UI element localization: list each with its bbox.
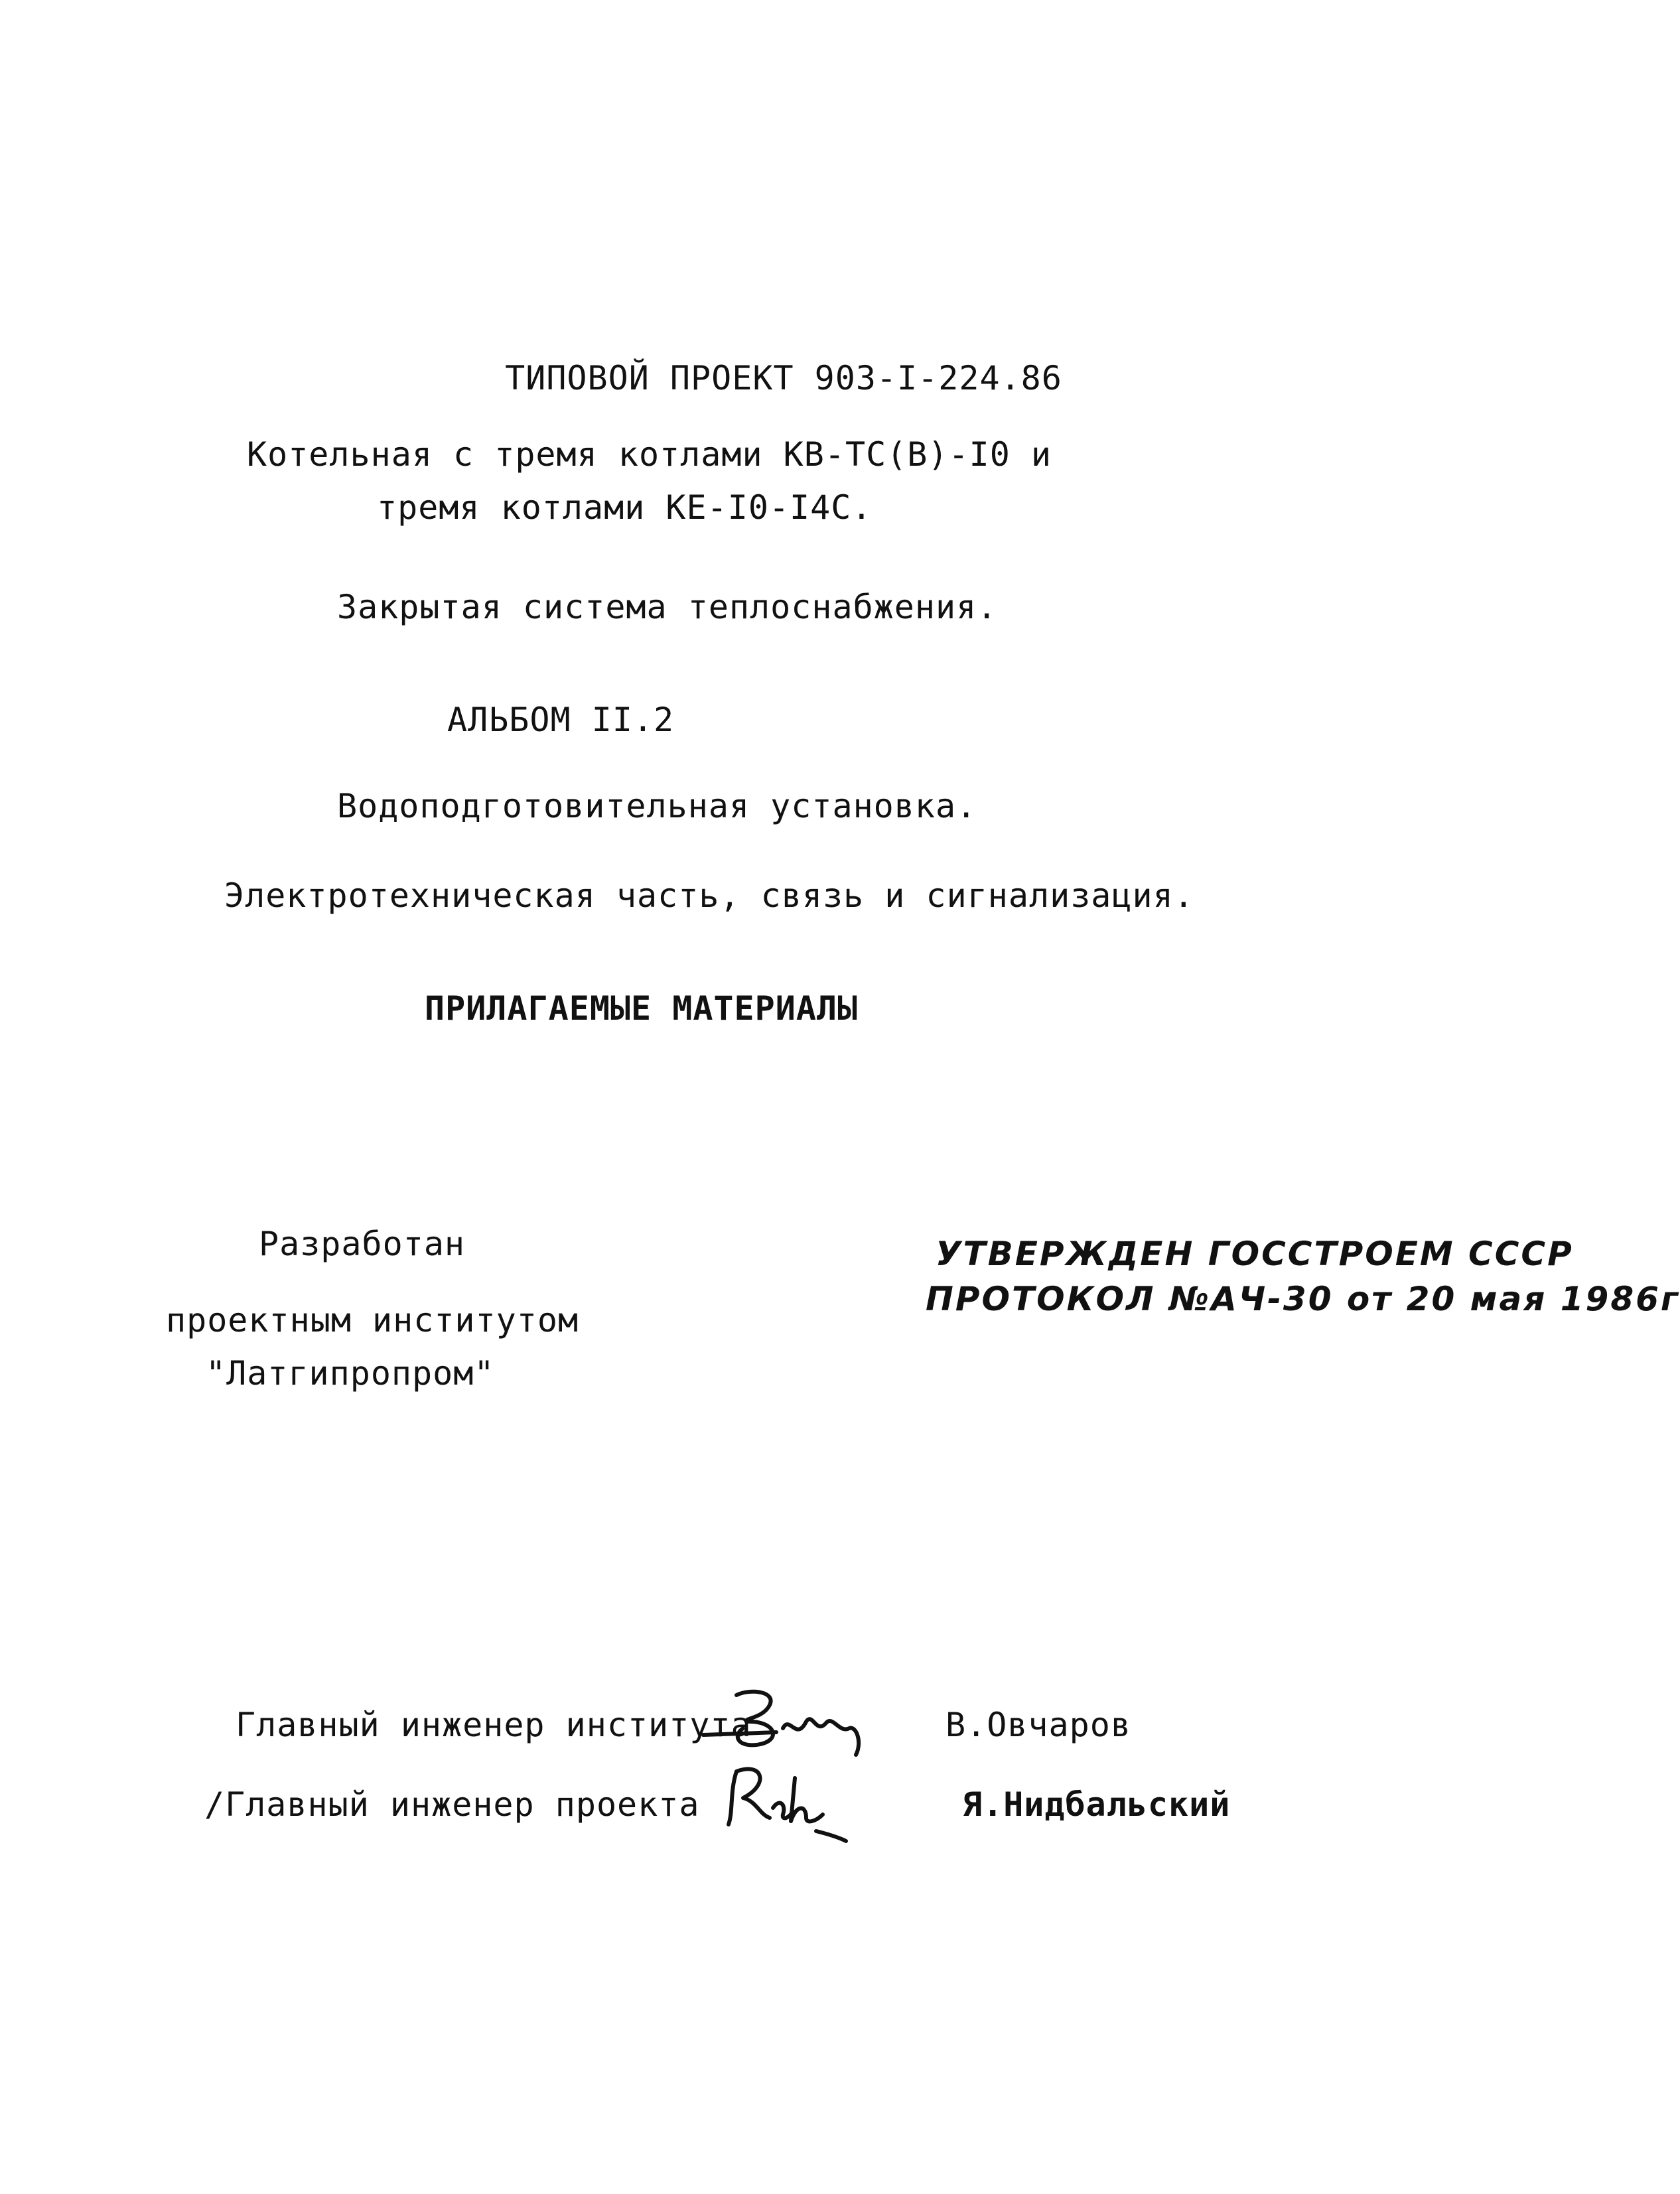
project-number: ТИПОВОЙ ПРОЕКТ 903-I-224.86 [505,359,1062,397]
chief-engineer-institute-signature [697,1682,869,1761]
approval-stamp-line-2: ПРОТОКОЛ №АЧ-30 от 20 мая 1986г [926,1280,1680,1318]
part-title: Электротехническая часть, связь и сигнализация. [224,876,1194,915]
chief-engineer-institute-title: Главный инженер института [236,1706,752,1744]
heating-system: Закрытая система теплоснабжения. [337,588,998,626]
chief-engineer-project-name: Я.Нидбальский [962,1785,1231,1824]
chief-engineer-project-signature [717,1758,849,1844]
chief-engineer-institute-name: В.Овчаров [945,1706,1131,1744]
album-number: АЛЬБОМ II.2 [447,701,675,739]
boiler-description-line-2: тремя котлами КЕ-I0-I4С. [377,488,873,527]
chief-engineer-project-title: /Главный инженер проекта [204,1785,700,1824]
developer-institute: проектным институтом [166,1301,579,1339]
section-title: Водоподготовительная установка. [337,787,977,825]
boiler-description-line-1: Котельная с тремя котлами КВ-ТС(В)-I0 и [247,435,1052,474]
approval-stamp-line-1: УТВЕРЖДЕН ГОССТРОЕМ СССР [936,1235,1574,1273]
developer-name: "Латгипропром" [206,1354,495,1393]
attached-materials-heading: ПРИЛАГАЕМЫЕ МАТЕРИАЛЫ [425,989,859,1028]
developer-label: Разработан [259,1225,466,1263]
